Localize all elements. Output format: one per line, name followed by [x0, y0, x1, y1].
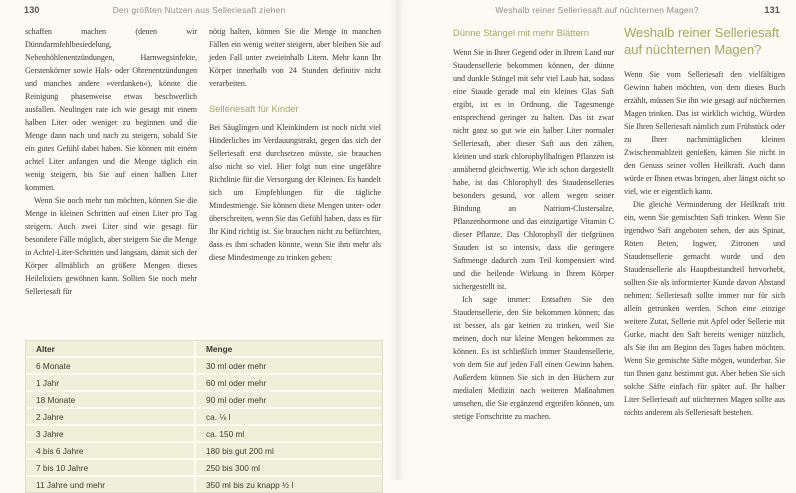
page-number-131: 131	[764, 5, 780, 15]
page-number-130: 130	[24, 5, 40, 15]
section-heading-selleriesaft-fuer-kinder: Selleriesaft für Kinder	[209, 103, 299, 114]
table-header-row	[26, 341, 382, 358]
table-cell-amount: 60 ml oder mehr	[194, 375, 382, 390]
table-cell-age: 7 bis 10 Jahre	[36, 462, 89, 473]
table-cell-amount: ca. ⅛ l	[194, 409, 382, 424]
table-cell-amount: 350 ml bis zu knapp ½ l	[194, 477, 382, 492]
body-paragraph: Wenn Sie noch mehr tun möchten, können Sie die Menge in kleinen Schritten auf einen Liter pro Tag steigern. Auch zwei Liter sind wie gesagt für besondere Fälle möglich, aber steigern Sie die Menge in Achtel-Liter-Schritten und langsam, damit sich der Körper allmählich an größere Mengen dieses Heilelixiers gewöhnen kann. Sollten Sie noch mehr Selleriesaft für	[25, 196, 197, 296]
table-header-menge: Menge	[194, 341, 382, 356]
body-paragraph: Die gleiche Verminderung der Heilkraft tritt ein, wenn Sie gemischten Saft trinken. Wenn Sie irgendwo Saft angeboten sehen, der aus Spinat, Roten Beten, Ingwer, Zitronen und Staudensellerie gemacht wurde und den Staudensellerie als Hauptbestandteil hervorhebt, sollten Sie als informierter Kunde davon Abstand nehmen: Selleriesaft sollte immer nur für sich allein getrunken werden. Schon eine einzige weitere Zutat, Sellerie mit Apfel oder Sellerie mit Gurke, macht den Saft bereits weniger nützlich, als Sie ihn am Beginn des Tages haben möchten. Wenn Sie gemischte Säfte mögen, wunderbar. Sie tun Ihnen ganz bestimmt gut. Aber heben Sie sich solche Säfte einfach für später auf. Ihr halber Liter Selleriesaft auf nüchternen Magen sollte aus nichts anderem als Selleriesaft bestehen.	[624, 200, 785, 417]
table-cell-age: 6 Monate	[36, 360, 71, 371]
right-page-text-columns	[453, 24, 785, 476]
body-paragraph: schaffen machen (denen wir Dünndarmfehlbesiedelung, Nebenhöhlenentzündungen, Harnwegsinfekte, Gerstenkörner sowie Hals- oder Ohrenentzündungen und manches andere »verdanken«), könnte die Reinigung phasenweise etwas beschwerlich ausfallen. Neulingen rate ich wie gesagt mit einem halben Liter oder weniger zu beginnen und die Menge dann nach und nach zu steigern, sobald Sie ein gutes Gefühl dabei haben. Sie können mit einem achtel Liter anfangen und die Menge täglich ein wenig steigern, bis Sie auf einen halben Liter kommen.	[25, 27, 197, 192]
table-row	[26, 375, 382, 392]
body-paragraph: Ich sage immer: Entsaften Sie den Staudensellerie, den Sie bekommen können; das ist besser, als gar keinen zu trinken, weil Sie meinen, doch nur kleine Mengen bekommen zu können. Es ist schließlich immer Staudensellerie, von dem Sie auf jeden Fall einen Gewinn haben. Außerdem können Sie sich in den Büchern zur medialen Medizin nach weiteren Maßnahmen umsehen, die Sie ergänzend ergreifen können, um stetige Fortschritte zu machen.	[453, 295, 614, 421]
body-paragraph: Wenn Sie in Ihrer Gegend oder in Ihrem Land nur Staudensellerie bekommen können, der dünne und dunkle Stängel mit sehr viel Laub hat, sodass eine Staude gerade mal ein kleines Glas Saft ergibt, ist es in Ordnung, die Tagesmenge entsprechend geringer zu halten. Das ist zwar nicht ganz so gut wie ein halber Liter normaler Selleriesaft, aber dieser Saft aus den zähen, kleinen und stark chlorophyllhaltigen Pflanzen ist annähernd gleichwertig. Wie ich schon dargestellt habe, ist das Chlorophyll des Staudenselleries besonders gesund, vor allem wegen seiner Bindung an Natrium-Clustersalze, Pflanzenhormone und das einzigartige Vitamin C dieser Pflanze. Das Chlorophyll der tiefgrünen Stauden ist so intensiv, dass die geringere Saftmenge dadurch zum Teil kompensiert wird und die heilende Wirkung in Ihrem Körper sichergestellt ist.	[453, 48, 614, 291]
running-header-right-title: Weshalb reiner Selleriesaft auf nüchternen Magen?	[495, 5, 699, 15]
table-cell-amount: 90 ml oder mehr	[194, 392, 382, 407]
table-row	[26, 409, 382, 426]
left-page-column-1	[25, 25, 197, 339]
table-row	[26, 477, 382, 492]
table-cell-age: 1 Jahr	[36, 377, 60, 388]
table-row	[26, 443, 382, 460]
table-cell-age: 11 Jahre und mehr	[36, 479, 106, 490]
left-page-column-2	[209, 25, 381, 339]
body-paragraph: Wenn Sie vom Selleriesaft den vielfältigen Gewinn haben möchten, von dem dieses Buch erzählt, müssen Sie ihn wie gesagt auf nüchternen Magen trinken. Das ist wirklich wichtig. Würden Sie Ihren Selleriesaft nämlich zum Frühstück oder zu Ihrer nachmittäglichen kleinen Zwischenmahlzeit genießen, kämen Sie nicht in den Genuss seiner vollen Heilkraft. Auch dann würde er Ihnen etwas bringen, aber längst nicht so viel, wie er eigentlich kann.	[624, 70, 785, 196]
table-header-alter: Alter	[36, 343, 55, 354]
chapter-heading-nuechterner-magen: Weshalb reiner Selleriesaft auf nüchternen Magen?	[624, 25, 780, 57]
running-head-right	[398, 5, 796, 15]
table-row	[26, 460, 382, 477]
table-row	[26, 392, 382, 409]
right-page-column-2	[624, 24, 785, 476]
table-cell-age: 4 bis 6 Jahre	[36, 445, 84, 456]
table-row	[26, 358, 382, 375]
page-130	[0, 0, 398, 490]
right-page-column-1	[453, 24, 614, 476]
running-header-left-title: Den größten Nutzen aus Selleriesaft ziehen	[112, 5, 286, 15]
table-cell-amount: ca. 150 ml	[194, 426, 382, 441]
running-head-left	[0, 5, 398, 15]
body-paragraph: nötig halten, können Sie die Menge in manchen Fällen ein wenig weiter steigern, aber bleiben Sie auf jeden Fall unter zweieinhalb Litern. Mehr kann Ihr Körper innerhalb von 24 Stunden definitiv nicht verarbeiten.	[209, 27, 381, 88]
table-cell-age: 2 Jahre	[36, 411, 64, 422]
left-page-text-columns	[25, 25, 381, 339]
table-cell-amount: 30 ml oder mehr	[194, 358, 382, 373]
table-cell-amount: 180 bis gut 200 ml	[194, 443, 382, 458]
table-cell-age: 18 Monate	[36, 394, 76, 405]
table-cell-amount: 250 bis 300 ml	[194, 460, 382, 475]
section-heading-duenne-staengel: Dünne Stängel mit mehr Blättern	[453, 27, 590, 38]
table-cell-age: 3 Jahre	[36, 428, 64, 439]
body-paragraph: Bei Säuglingen und Kleinkindern ist noch nicht viel Hinderliches im Verdauungstrakt, gegen das sich der Selleriesaft erst durchsetzen müsste, sie brauchen also nicht so viel. Hier folgt nun eine ungefähre Richtlinie für die Versorgung der Kleinen. Es handelt sich um Empfehlungen für die tägliche Mindestmenge. Sie können diese Mengen unter- oder überschreiten, wenn Sie das Gefühl haben, dass es für Ihr Kind richtig ist. Sie brauchen nicht zu befürchten, dass es ihm schaden könnte, wenn Sie ihm mehr als diese Mindestmenge zu trinken geben:	[209, 123, 381, 262]
table-row	[26, 426, 382, 443]
page-131	[398, 0, 796, 480]
dosage-table	[25, 340, 383, 493]
